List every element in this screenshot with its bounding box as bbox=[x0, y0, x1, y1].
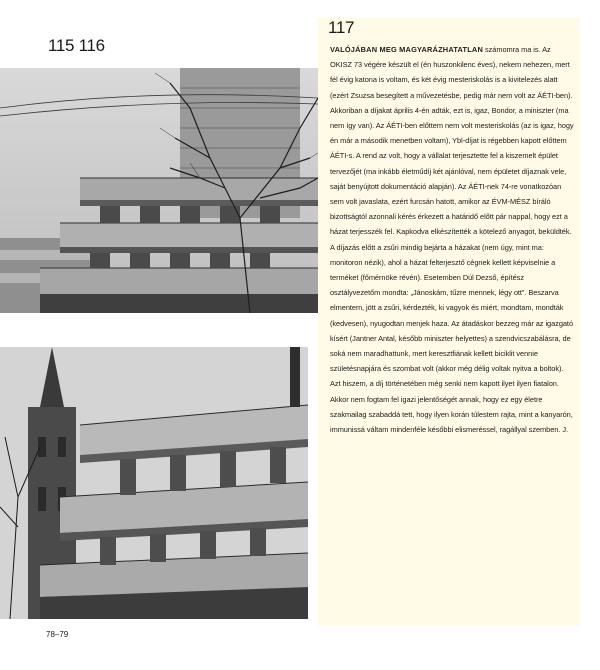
building-church-photo-icon bbox=[0, 347, 308, 619]
article-text bbox=[330, 42, 574, 437]
right-page-number: 117 bbox=[328, 18, 355, 37]
left-page-numbers: 115 116 bbox=[48, 36, 105, 55]
photo-caption: 78–79 bbox=[46, 630, 69, 639]
bottom-building-photo bbox=[0, 347, 308, 619]
article-body: számomra ma is. Az OKISZ 73 végére készült el (én huszonkilenc éves), nekem nehezen, mert fél évig katona is voltam, és két évig mesteriskolás is a kivitelezés alatt (ezért Zsuzsa besegített a művezetésbe, pedig már nem volt az ÁÉTI-ben). Akkoriban a díjakat április 4-én adták, ezt is, igaz, Bondor, a miniszter (ma nem így van). Az ÁÉTI-ben előttem nem volt mesteriskolás (az is igaz, hogy én már a második menetben voltam), Ybl-díjat is régebben kapott előttem ÁÉTI-s. A rend az volt, hogy a vállalat terjesztette fel a kiszemelt épület tervezőjét (ma inkább életműdíj két ajánlóval, nem épületet díjaznak vele, saját benyújtott dokumentáció alapján). Az ÁÉTI-nek 74-re vonatkozóan sem volt javaslata, ezért furcsán hatott, amikor az ÉVM-MÉSZ bíráló bizottságtól azonnali kérés érkezett a határidő előtt pár nappal, hogy ezt a házat terjesszék fel. Kapkodva elkészítették a kötelező anyagot, beküldték. A díjazás előtt a zsűri mindig bejárta a házakat (nem úgy, mint ma: monitoron nézik), ahol a házat felterjesztő cégnek kellett képviselnie a terméket (főmérnöke révén). Esetemben Dúl Dezső, építész osztályvezetőm mondta: „Jánoskám, tűzre mennek, légy ott”. Beszarva elmentem, jött a zsűri, kérdezték, ki vagyok és miért, mondtam, mondták (kedvesen), nyugodtan menjek haza. Az átadáskor bezzeg már az igazgató kísért (Jantner Antal, később miniszter helyettes) a szendvicszabálásra, de soká nem maradhattunk, mert keresztfiának kellett biciklit vennie születésnapjára és szombat volt (akkor még délig voltak nyitva a boltok). Azt hiszem, a díj történetében még senki nem kapott ilyet ilyen fiatalon. Akkor nem fogtam fel igazi jelentőségét annak, hogy ez egy életre szakmailag szabaddá tett, hogy ilyen korán túlestem rajta, mint a kanyarón, immunissá váltam mindenféle későbbi elismeréssel, ragállyal szemben. J. bbox=[330, 45, 574, 435]
top-building-photo bbox=[0, 68, 318, 313]
building-photo-icon bbox=[0, 68, 318, 313]
article-lead-in: VALÓJÁBAN MEG MAGYARÁZHATATLAN bbox=[330, 45, 483, 54]
